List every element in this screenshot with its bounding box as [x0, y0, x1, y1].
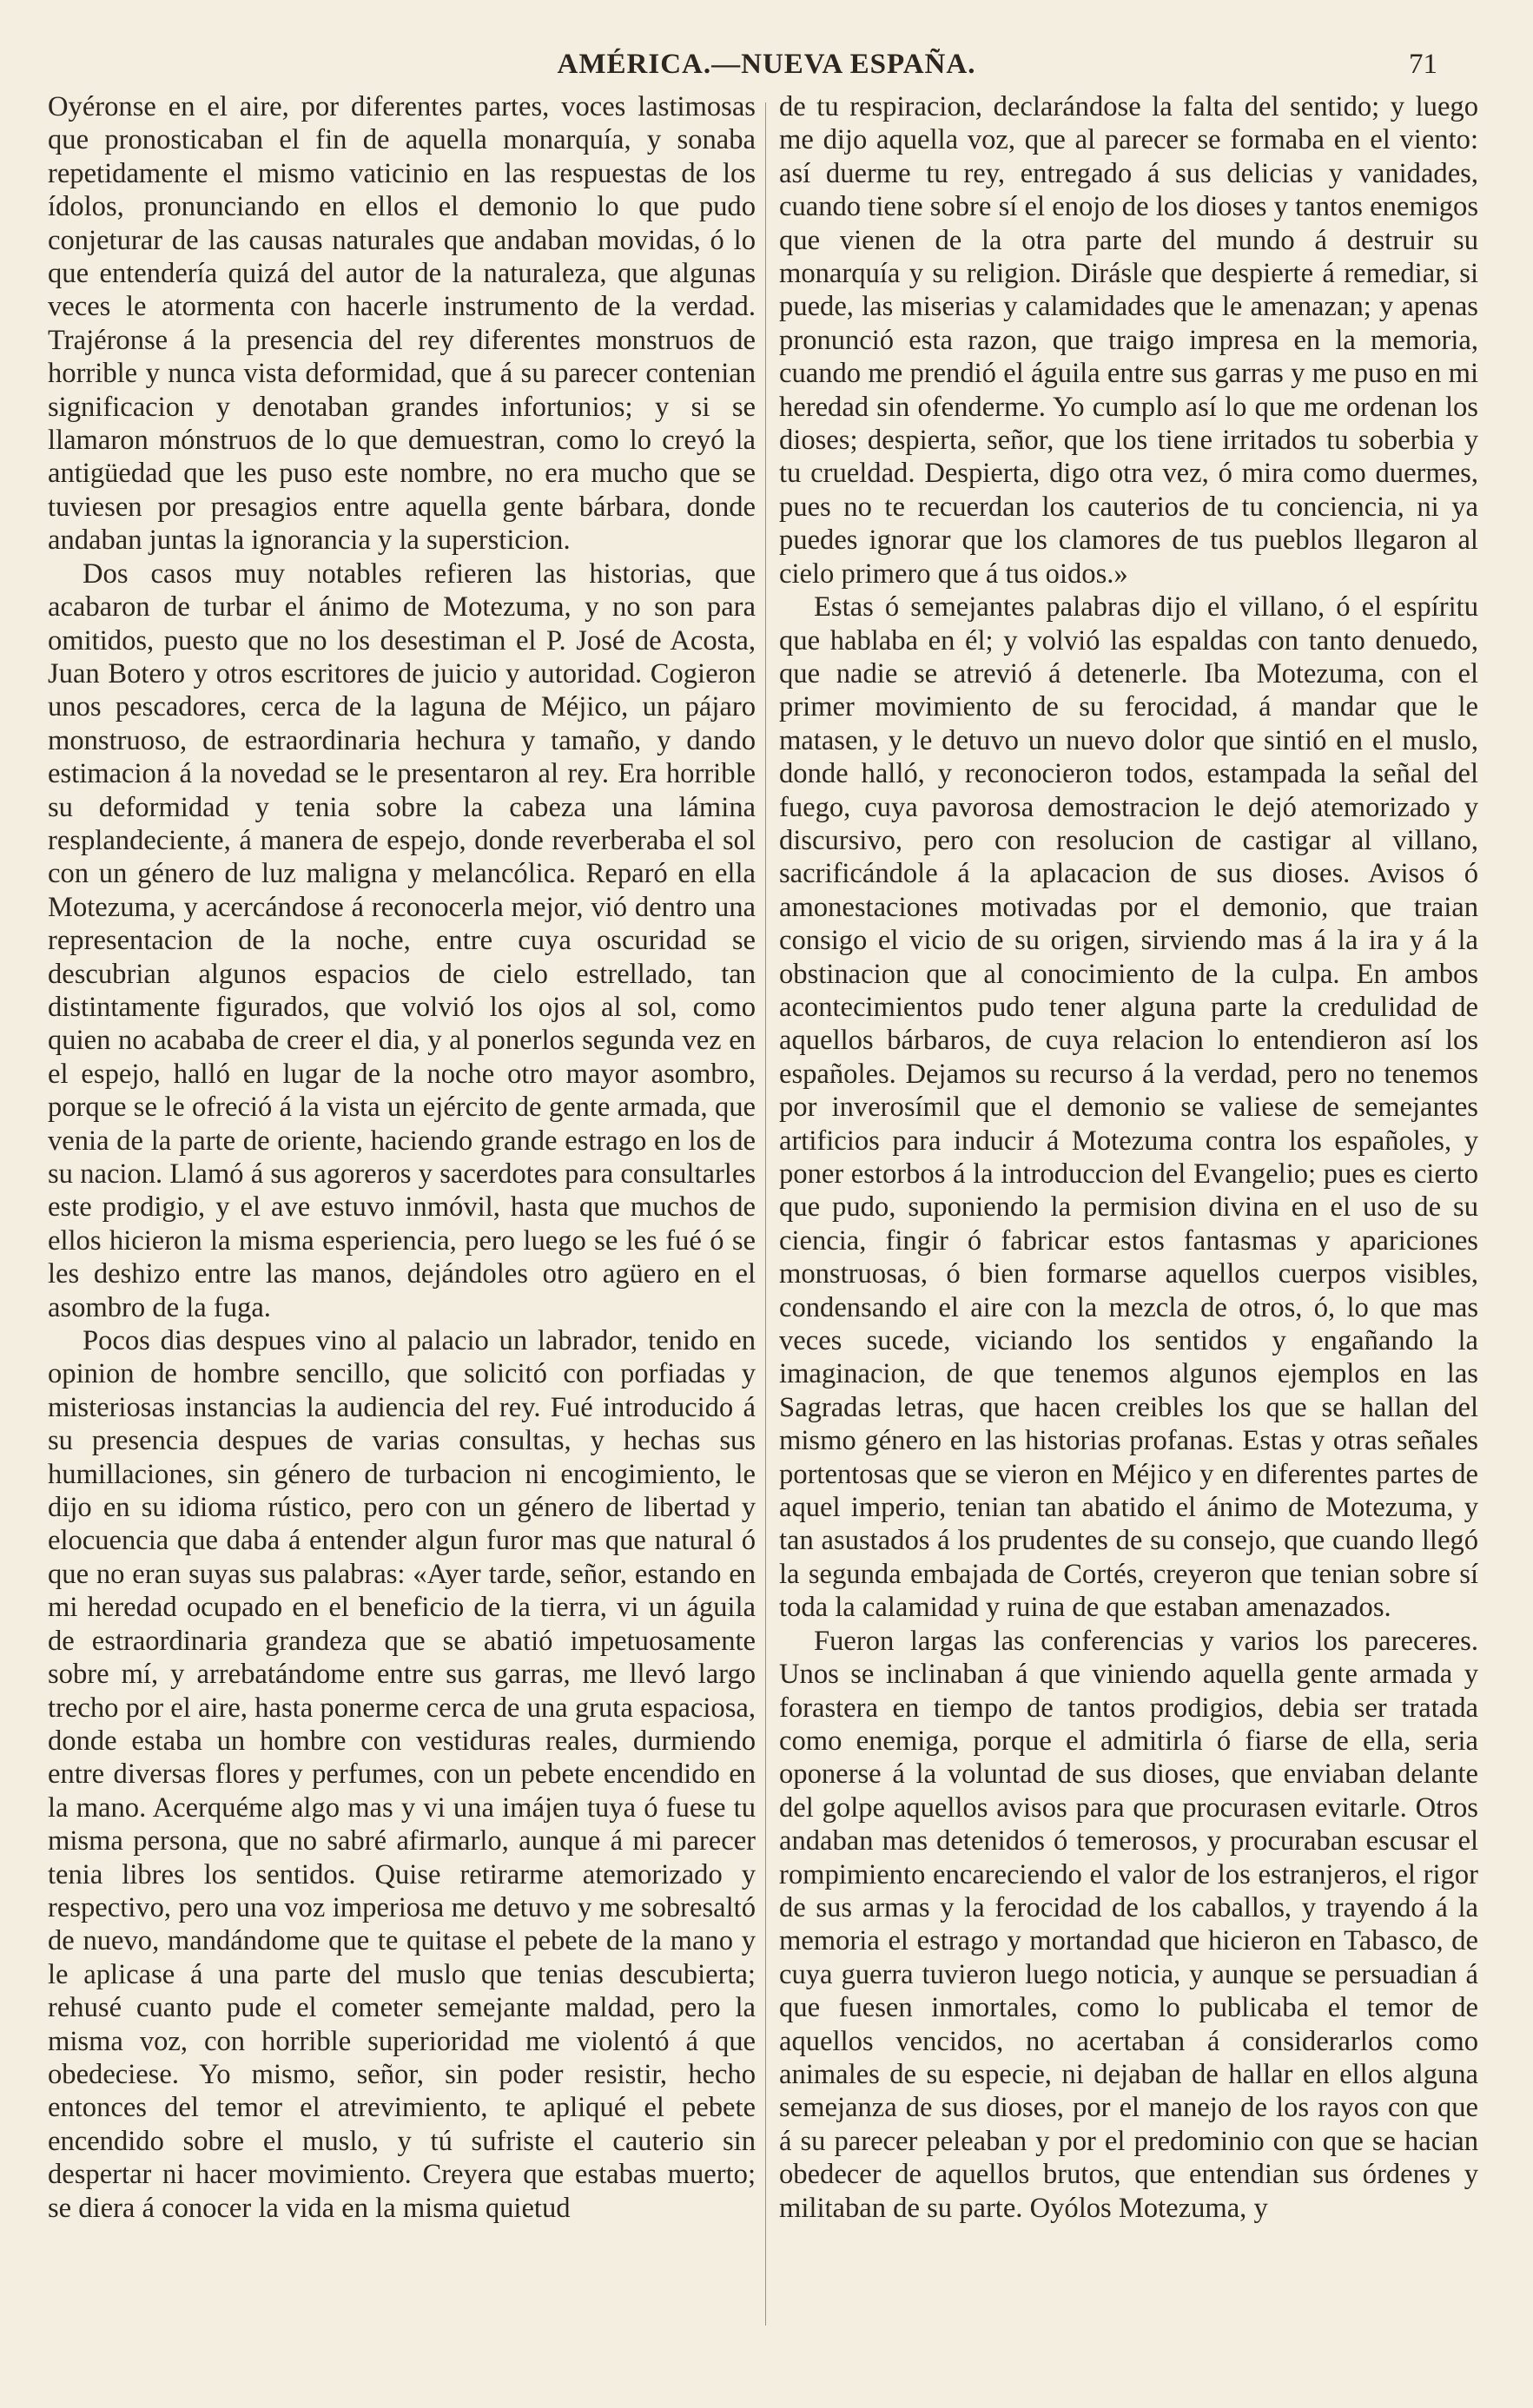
paragraph: Oyéronse en el aire, por diferentes partes, voces lastimosas que pronosticaban el fin de aquella monarquía, y sonaba repetidamente el mismo vaticinio en las respuestas de los ídolos, pronunciando en ellos el demonio lo que pudo conjeturar de las causas naturales que andaban movidas, ó lo que entendería quizá del autor de la naturaleza, que algunas veces le atormenta con hacerle instrumento de la verdad. Trajéronse á la presencia del rey diferentes monstruos de horrible y nunca vista deformidad, que á su parecer contenian significacion y denotaban grandes infortunios; y si se llamaron mónstruos de lo que demuestran, como lo creyó la antigüedad que les puso este nombre, no era mucho que se tuviesen por presagios entre aquella gente bárbara, donde andaban juntas la ignorancia y la supersticion.: [48, 91, 756, 557]
page-number: 71: [1409, 49, 1437, 80]
paragraph: Dos casos muy notables refieren las historias, que acabaron de turbar el ánimo de Motezuma, y no son para omitidos, puesto que no los desestiman el P. José de Acosta, Juan Botero y otros escritores de juicio y autoridad. Cogieron unos pescadores, cerca de la laguna de Méjico, un pájaro monstruoso, de estraordinaria hechura y tamaño, y dando estimacion á la novedad se le presentaron al rey. Era horrible su deformidad y tenia sobre la cabeza una lámina resplandeciente, á manera de espejo, donde reverberaba el sol con un género de luz maligna y melancólica. Reparó en ella Motezuma, y acercándose á reconocerla mejor, vió dentro una representacion de la noche, entre cuya oscuridad se descubrian algunos espacios de cielo estrellado, tan distintamente figurados, que volvió los ojos al sol, como quien no acababa de creer el dia, y al ponerlos segunda vez en el espejo, halló en lugar de la noche otro mayor asombro, porque se le ofreció á la vista un ejército de gente armada, que venia de la parte de oriente, haciendo grande estrago en los de su nacion. Llamó á sus agoreros y sacerdotes para consultarles este prodigio, y el ave estuvo inmóvil, hasta que muchos de ellos hicieron la misma esperiencia, pero luego se les fué ó se les deshizo entre las manos, dejándoles otro agüero en el asombro de la fuga.: [48, 557, 756, 1323]
running-title: AMÉRICA.—NUEVA ESPAÑA.: [557, 49, 976, 80]
paragraph: Pocos dias despues vino al palacio un labrador, tenido en opinion de hombre sencillo, que solicitó con porfiadas y misteriosas instancias la audiencia del rey. Fué introducido á su presencia despues de varias consultas, y hechas sus humillaciones, sin género de turbacion ni encogimiento, le dijo en su idioma rústico, pero con un género de libertad y elocuencia que daba á entender algun furor mas que natural ó que no eran suyas sus palabras: «Ayer tarde, señor, estando en mi heredad ocupado en el beneficio de la tierra, vi un águila de estraordinaria grandeza que se abatió impetuosamente sobre mí, y arrebatándome entre sus garras, me llevó largo trecho por el aire, hasta ponerme cerca de una gruta espaciosa, donde estaba un hombre con vestiduras reales, durmiendo entre diversas flores y perfumes, con un pebete encendido en la mano. Acerquéme algo mas y vi una imájen tuya ó fuese tu misma persona, que no sabré afirmarlo, aunque á mi parecer tenia libres los sentidos. Quise retirarme atemorizado y respectivo, pero una voz imperiosa me detuvo y me sobresaltó de nuevo, mandándome que te quitase el pebete de la mano y le aplicase á una parte del muslo que tenias descubierta; rehusé cuanto pude el cometer semejante maldad, pero la misma voz, con horrible superioridad me violentó á que obedeciese. Yo mismo, señor, sin poder resistir, hecho entonces del temor el atrevimiento, te apliqué el pebete encendido sobre el muslo, y tú sufriste el cauterio sin despertar ni hacer movimiento. Creyera que estabas muerto; se diera á conocer la vida en la misma quietud: [48, 1325, 756, 2224]
page-header: [0, 45, 1533, 87]
paragraph: Fueron largas las conferencias y varios los pareceres. Unos se inclinaban á que viniendo aquella gente armada y forastera en tiempo de tantos prodigios, debia ser tratada como enemiga, porque el admitirla ó fiarse de ella, seria oponerse á la voluntad de sus dioses, que enviaban delante del golpe aquellos avisos para que procurasen evitarle. Otros andaban mas detenidos ó temerosos, y procuraban escusar el rompimiento encareciendo el valor de los estranjeros, el rigor de sus armas y la ferocidad de los caballos, y trayendo á la memoria el estrago y mortandad que hicieron en Tabasco, de cuya guerra tuvieron luego noticia, y aunque se persuadian á que fuesen inmortales, como lo publicaba el temor de aquellos vencidos, no acertaban á considerarlos como animales de su especie, ni dejaban de hallar en ellos alguna semejanza de sus dioses, por el manejo de los rayos con que á su parecer peleaban y por el predominio con que se hacian obedecer de aquellos brutos, que entendian sus órdenes y militaban de su parte. Oyólos Motezuma, y: [779, 1625, 1478, 2224]
column-divider: [765, 102, 766, 2326]
right-column: [779, 90, 1478, 2348]
left-column: [48, 90, 756, 2348]
paragraph: Estas ó semejantes palabras dijo el villano, ó el espíritu que hablaba en él; y volvió las espaldas con tanto denuedo, que nadie se atrevió á detenerle. Iba Motezuma, con el primer movimiento de su ferocidad, á mandar que le matasen, y le detuvo un nuevo dolor que sintió en el muslo, donde halló, y reconocieron todos, estampada la señal del fuego, cuya pavorosa demostracion le dejó atemorizado y discursivo, pero con resolucion de castigar al villano, sacrificándole á la aplacacion de sus dioses. Avisos ó amonestaciones motivadas por el demonio, que traian consigo el vicio de su origen, sirviendo mas á la ira y á la obstinacion que al conocimiento de la culpa. En ambos acontecimientos pudo tener alguna parte la credulidad de aquellos bárbaros, de cuya relacion lo entendieron así los españoles. Dejamos su recurso á la verdad, pero no tenemos por inverosímil que el demonio se valiese de semejantes artificios para inducir á Motezuma contra los españoles, y poner estorbos á la introduccion del Evangelio; pues es cierto que pudo, suponiendo la permision divina en el uso de su ciencia, fingir ó fabricar estos fantasmas y apariciones monstruosas, ó bien formarse aquellos cuerpos visibles, condensando el aire con la mezcla de otros, ó, lo que mas veces sucede, viciando los sentidos y engañando la imaginacion, de que tenemos algunos ejemplos en las Sagradas letras, que hacen creibles los que se hallan del mismo género en las historias profanas. Estas y otras señales portentosas que se vieron en Méjico y en diferentes partes de aquel imperio, tenian tan abatido el ánimo de Motezuma, y tan asustados á los prudentes de su consejo, que cuando llegó la segunda embajada de Cortés, creyeron que tenian sobre sí toda la calamidad y ruina de que estaban amenazados.: [779, 591, 1478, 1624]
paragraph: de tu respiracion, declarándose la falta del sentido; y luego me dijo aquella voz, que al parecer se formaba en el viento: así duerme tu rey, entregado á sus delicias y vanidades, cuando tiene sobre sí el enojo de los dioses y tantos enemigos que vienen de la otra parte del mundo á destruir su monarquía y su religion. Dirásle que despierte á remediar, si puede, las miserias y calamidades que le amenazan; y apenas pronunció esta razon, que traigo impresa en la memoria, cuando me prendió el águila entre sus garras y me puso en mi heredad sin ofenderme. Yo cumplo así lo que me ordenan los dioses; despierta, señor, que los tiene irritados tu soberbia y tu crueldad. Despierta, digo otra vez, ó mira como duermes, pues no te recuerdan los cauterios de tu conciencia, ni ya puedes ignorar que los clamores de tus pueblos llegaron al cielo primero que á tus oidos.»: [779, 91, 1478, 590]
